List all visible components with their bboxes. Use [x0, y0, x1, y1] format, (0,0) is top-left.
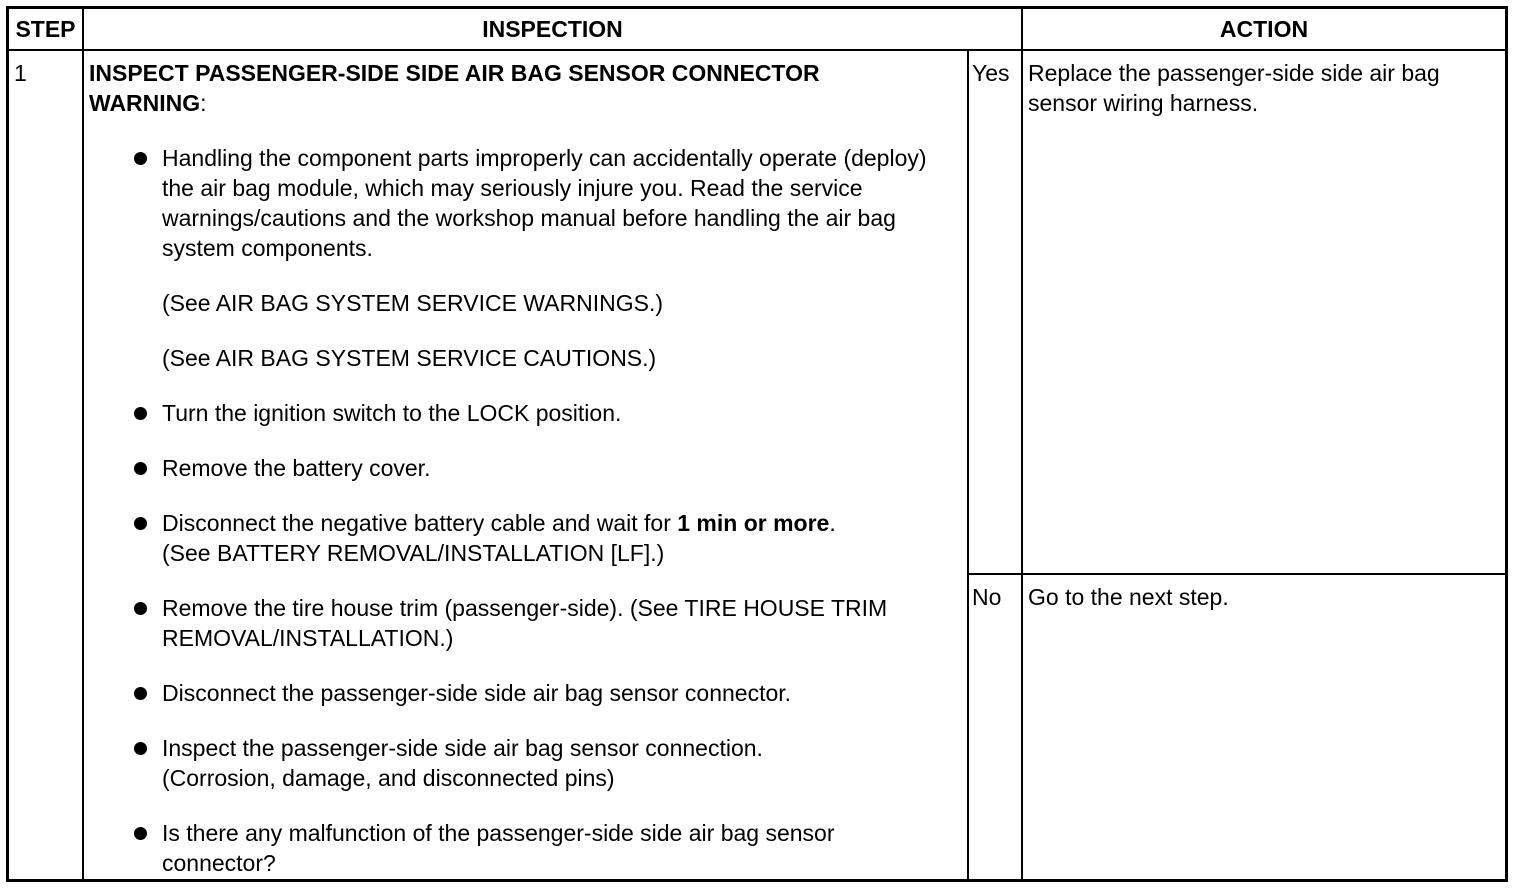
inspection-bullet: Turn the ignition switch to the LOCK position. — [162, 400, 622, 426]
see-cautions-reference: (See AIR BAG SYSTEM SERVICE CAUTIONS.) — [162, 345, 657, 371]
header-inspection: INSPECTION — [482, 15, 623, 42]
bullet-dot-icon — [134, 602, 147, 615]
inspection-bullet: Disconnect the passenger-side side air bag sensor connector. — [162, 680, 792, 706]
bullet-dot-icon — [134, 462, 147, 475]
bullet-text: Disconnect the negative battery cable and wait for — [162, 510, 678, 536]
inspection-bullet: Is there any malfunction of the passenger-side side air bag sensor connector? — [162, 820, 835, 876]
bullet-period: . — [829, 510, 836, 536]
header-step: STEP — [15, 15, 76, 42]
inspection-body — [84, 9, 967, 879]
inspection-bullet: Remove the tire house trim (passenger-side). (See TIRE HOUSE TRIM REMOVAL/INSTALLATION.) — [162, 595, 888, 651]
bullet-dot-icon — [134, 152, 147, 165]
inspection-bullet: Inspect the passenger-side side air bag sensor connection. (Corrosion, damage, and disconnected pins) — [162, 735, 763, 791]
column-divider-answer — [967, 49, 969, 879]
inspection-title: INSPECT PASSENGER-SIDE SIDE AIR BAG SENSOR CONNECTOR — [89, 60, 820, 86]
see-warnings-reference: (See AIR BAG SYSTEM SERVICE WARNINGS.) — [162, 290, 664, 316]
answer-no-action: Go to the next step. — [1028, 584, 1229, 610]
bullet-dot-icon — [134, 687, 147, 700]
warning-colon: : — [200, 90, 207, 116]
bullet-dot-icon — [134, 517, 147, 530]
header-action: ACTION — [1219, 15, 1309, 42]
inspection-bullet: Handling the component parts improperly can accidentally operate (deploy) the air bag module, which may seriously injure you. Read the service warnings/cautions and the workshop manual before handling the air bag system components. — [162, 145, 927, 261]
answer-no-label: No — [972, 584, 1002, 610]
bullet-dot-icon — [134, 742, 147, 755]
step-number: 1 — [14, 60, 27, 86]
see-battery-reference: (See BATTERY REMOVAL/INSTALLATION [LF].) — [162, 540, 665, 566]
wait-time: 1 min or more — [677, 510, 830, 536]
column-divider-action — [1021, 9, 1023, 879]
bullet-dot-icon — [134, 407, 147, 420]
diagnostic-step-table — [6, 6, 1508, 882]
warning-label: WARNING — [89, 90, 201, 116]
inspection-bullet — [162, 508, 962, 538]
inspection-bullet: Remove the battery cover. — [162, 455, 431, 481]
answer-yes-action: Replace the passenger-side side air bag sensor wiring harness. — [1028, 60, 1440, 116]
answer-yes-label: Yes — [972, 60, 1010, 86]
bullet-dot-icon — [134, 827, 147, 840]
answer-row-divider — [967, 573, 1505, 575]
